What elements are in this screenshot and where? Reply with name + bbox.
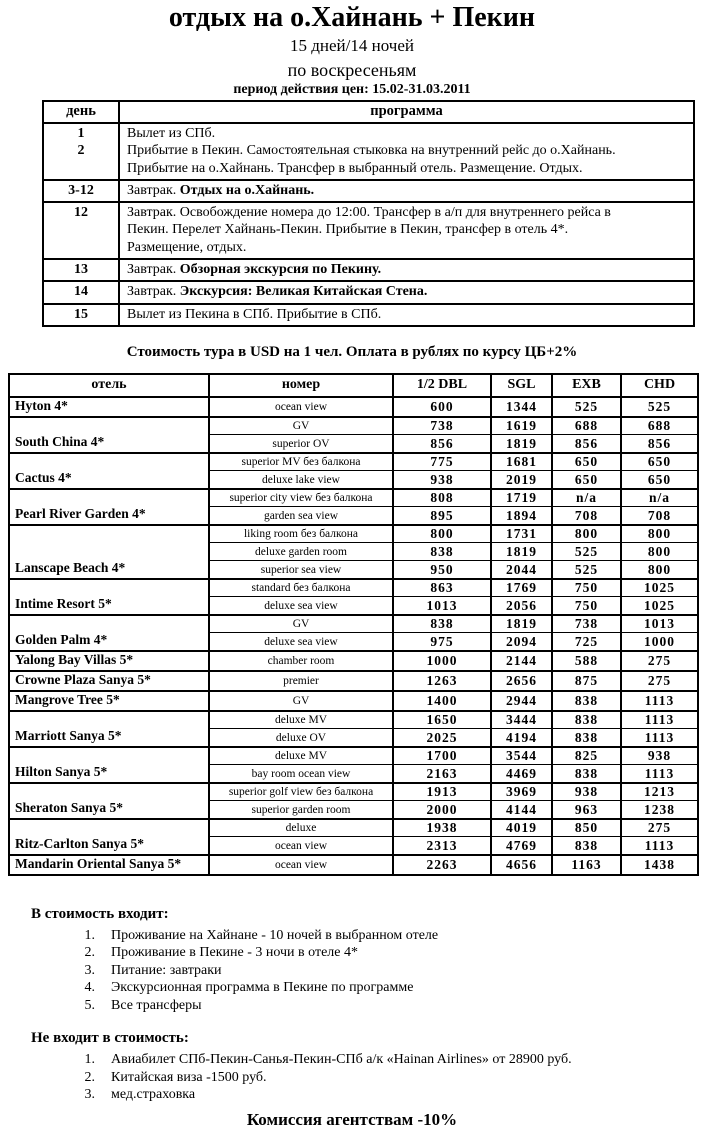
room-type-cell: superior OV (209, 435, 393, 453)
program-cell (119, 304, 694, 326)
price-sgl-cell: 2656 (491, 671, 552, 691)
price-sgl-cell: 4144 (491, 801, 552, 819)
program-highlight: Отдых на о.Хайнань. (179, 182, 315, 198)
price-exb-cell: 650 (552, 453, 621, 471)
price-chd-cell: 1113 (621, 729, 698, 747)
price-validity-period: период действия цен: 15.02-31.03.2011 (233, 82, 471, 97)
included-item-number: 5. (84, 997, 95, 1013)
excluded-item-text: Авиабилет СПб-Пекин-Санья-Пекин-СПб а/к «Hainan Airlines» от 28900 руб. (111, 1052, 572, 1068)
price-col-chd: CHD (621, 374, 698, 397)
price-sgl-cell: 4194 (491, 729, 552, 747)
price-exb-cell: 963 (552, 801, 621, 819)
hotel-name-cell: Hyton 4* (9, 397, 209, 417)
included-item (31, 927, 704, 945)
program-line (127, 239, 689, 256)
price-half-dbl-cell: 2313 (393, 837, 491, 855)
price-half-dbl-cell: 1013 (393, 597, 491, 615)
price-chd-cell: 525 (621, 397, 698, 417)
day-cell (43, 202, 119, 259)
price-half-dbl-cell: 863 (393, 579, 491, 597)
price-exb-cell: 525 (552, 543, 621, 561)
program-row (43, 259, 694, 281)
price-row (9, 489, 698, 507)
price-chd-cell: 708 (621, 507, 698, 525)
room-type-cell: standard без балкона (209, 579, 393, 597)
price-chd-cell: 1213 (621, 783, 698, 801)
program-line (127, 125, 689, 142)
price-row (9, 691, 698, 711)
excluded-title: Не входит в стоимость: (31, 1030, 189, 1047)
program-cell (119, 180, 694, 202)
hotel-name-cell: Pearl River Garden 4* (9, 489, 209, 525)
room-type-cell: GV (209, 691, 393, 711)
program-highlight: Экскурсия: Великая Китайская Стена. (179, 284, 428, 300)
price-col-hotel: отель (9, 374, 209, 397)
price-chd-cell: 1000 (621, 633, 698, 651)
excluded-section (31, 1029, 704, 1104)
price-chd-cell: 275 (621, 671, 698, 691)
price-row (9, 525, 698, 543)
program-text: Завтрак. Освобождение номера до 12:00. Трансфер в а/п для внутреннего рейса в (127, 205, 611, 221)
excluded-item-number: 3. (84, 1087, 95, 1103)
excluded-item (31, 1069, 704, 1087)
price-half-dbl-cell: 950 (393, 561, 491, 579)
hotel-name-cell: Sheraton Sanya 5* (9, 783, 209, 819)
room-type-cell: ocean view (209, 837, 393, 855)
program-text: Пекин. Перелет Хайнань-Пекин. Прибытие в Пекин, трансфер в отель 4*. (127, 222, 569, 238)
room-type-cell: deluxe lake view (209, 471, 393, 489)
price-col-exb: EXB (552, 374, 621, 397)
included-item (31, 944, 704, 962)
price-chd-cell: 1438 (621, 855, 698, 875)
price-half-dbl-cell: 2000 (393, 801, 491, 819)
room-type-cell: deluxe sea view (209, 633, 393, 651)
price-half-dbl-cell: 800 (393, 525, 491, 543)
hotel-name-cell: Marriott Sanya 5* (9, 711, 209, 747)
program-col-program: программа (119, 101, 694, 123)
day-cell (43, 123, 119, 180)
price-chd-cell: 1113 (621, 837, 698, 855)
room-type-cell: GV (209, 615, 393, 633)
price-chd-cell: 688 (621, 417, 698, 435)
price-exb-cell: 1163 (552, 855, 621, 875)
price-exb-cell: 875 (552, 671, 621, 691)
price-half-dbl-cell: 1700 (393, 747, 491, 765)
hotel-name-cell: Cactus 4* (9, 453, 209, 489)
program-row (43, 304, 694, 326)
excluded-list (31, 1051, 704, 1104)
price-exb-cell: 750 (552, 597, 621, 615)
day-number: 2 (77, 143, 85, 159)
price-chd-cell: 1113 (621, 711, 698, 729)
program-row (43, 202, 694, 259)
price-sgl-cell: 4656 (491, 855, 552, 875)
program-row (43, 180, 694, 202)
price-sgl-cell: 2019 (491, 471, 552, 489)
price-sgl-cell: 4469 (491, 765, 552, 783)
program-line (127, 221, 689, 238)
excluded-item (31, 1086, 704, 1104)
room-type-cell: bay room ocean view (209, 765, 393, 783)
included-item-text: Питание: завтраки (111, 962, 222, 978)
price-half-dbl-cell: 1938 (393, 819, 491, 837)
price-chd-cell: 800 (621, 543, 698, 561)
included-title: В стоимость входит: (31, 905, 169, 922)
price-chd-cell: 1113 (621, 691, 698, 711)
included-item-text: Проживание на Хайнане - 10 ночей в выбранном отеле (111, 927, 439, 943)
room-type-cell: deluxe MV (209, 711, 393, 729)
hotel-name-cell: Intime Resort 5* (9, 579, 209, 615)
room-type-cell: deluxe garden room (209, 543, 393, 561)
price-row (9, 417, 698, 435)
program-row (43, 281, 694, 303)
price-half-dbl-cell: 2263 (393, 855, 491, 875)
day-number: 15 (74, 306, 88, 322)
day-number: 12 (74, 205, 88, 221)
room-type-cell: premier (209, 671, 393, 691)
hotel-name-cell: Crowne Plaza Sanya 5* (9, 671, 209, 691)
room-type-cell: superior golf view без балкона (209, 783, 393, 801)
price-exb-cell: 856 (552, 435, 621, 453)
day-number: 13 (74, 262, 88, 278)
included-item-number: 2. (84, 945, 95, 961)
price-col-room: номер (209, 374, 393, 397)
price-exb-cell: 525 (552, 397, 621, 417)
hotel-name-cell: Lanscape Beach 4* (9, 525, 209, 579)
price-exb-cell: 825 (552, 747, 621, 765)
hotel-name-cell: Hilton Sanya 5* (9, 747, 209, 783)
price-half-dbl-cell: 1263 (393, 671, 491, 691)
price-exb-cell: 525 (552, 561, 621, 579)
price-row (9, 783, 698, 801)
program-text: Завтрак. (127, 262, 180, 278)
room-type-cell: deluxe (209, 819, 393, 837)
price-sgl-cell: 1819 (491, 543, 552, 561)
page-title: отдых на о.Хайнань + Пекин (168, 2, 536, 33)
price-chd-cell: 800 (621, 561, 698, 579)
program-text: Размещение, отдых. (127, 239, 247, 255)
included-item-number: 4. (84, 980, 95, 996)
day-number: 3-12 (68, 182, 94, 198)
price-exb-cell: 800 (552, 525, 621, 543)
price-half-dbl-cell: 938 (393, 471, 491, 489)
program-text: Завтрак. (127, 182, 180, 198)
program-cell (119, 123, 694, 180)
excluded-item-text: Китайская виза -1500 руб. (111, 1069, 267, 1085)
day-cell (43, 259, 119, 281)
price-half-dbl-cell: 895 (393, 507, 491, 525)
room-type-cell: GV (209, 417, 393, 435)
price-header-row (9, 374, 698, 397)
price-chd-cell: 275 (621, 651, 698, 671)
program-cell (119, 202, 694, 259)
price-exb-cell: 838 (552, 837, 621, 855)
price-exb-cell: 708 (552, 507, 621, 525)
price-row (9, 651, 698, 671)
room-type-cell: superior sea view (209, 561, 393, 579)
included-item-number: 1. (84, 927, 95, 943)
price-row (9, 819, 698, 837)
excluded-item-number: 1. (84, 1052, 95, 1068)
price-row (9, 711, 698, 729)
price-exb-cell: 750 (552, 579, 621, 597)
price-chd-cell: 650 (621, 453, 698, 471)
program-text: Прибытие в Пекин. Самостоятельная стыковка на внутренний рейс до о.Хайнань. (127, 143, 616, 159)
price-chd-cell: 938 (621, 747, 698, 765)
price-sgl-cell: 1719 (491, 489, 552, 507)
room-type-cell: garden sea view (209, 507, 393, 525)
excluded-item-number: 2. (84, 1069, 95, 1085)
price-half-dbl-cell: 808 (393, 489, 491, 507)
program-cell (119, 281, 694, 303)
program-header-row (43, 101, 694, 123)
price-sgl-cell: 1769 (491, 579, 552, 597)
day-cell (43, 304, 119, 326)
price-exb-cell: 725 (552, 633, 621, 651)
price-col-sgl: SGL (491, 374, 552, 397)
room-type-cell: chamber room (209, 651, 393, 671)
excluded-item-text: мед.страховка (111, 1087, 196, 1103)
included-section (31, 905, 704, 1015)
room-type-cell: deluxe OV (209, 729, 393, 747)
price-chd-cell: 275 (621, 819, 698, 837)
price-half-dbl-cell: 1400 (393, 691, 491, 711)
price-exb-cell: 838 (552, 691, 621, 711)
price-exb-cell: 938 (552, 783, 621, 801)
price-half-dbl-cell: 2163 (393, 765, 491, 783)
excluded-item (31, 1051, 704, 1069)
price-half-dbl-cell: 975 (393, 633, 491, 651)
price-sgl-cell: 1681 (491, 453, 552, 471)
program-line (127, 261, 689, 278)
price-exb-cell: 738 (552, 615, 621, 633)
price-sgl-cell: 1819 (491, 435, 552, 453)
tour-duration: 15 дней/14 ночей (290, 36, 414, 55)
included-item-text: Все трансферы (111, 997, 202, 1013)
price-row (9, 453, 698, 471)
included-item (31, 962, 704, 980)
price-chd-cell: n/a (621, 489, 698, 507)
price-sgl-cell: 4019 (491, 819, 552, 837)
hotel-name-cell: South China 4* (9, 417, 209, 453)
program-line (127, 204, 689, 221)
day-number: 1 (77, 126, 85, 141)
price-exb-cell: 838 (552, 729, 621, 747)
price-sgl-cell: 2044 (491, 561, 552, 579)
price-half-dbl-cell: 738 (393, 417, 491, 435)
price-chd-cell: 650 (621, 471, 698, 489)
included-item-text: Экскурсионная программа в Пекине по программе (111, 980, 414, 996)
program-row (43, 123, 694, 180)
price-sgl-cell: 2944 (491, 691, 552, 711)
room-type-cell: superior garden room (209, 801, 393, 819)
price-table-heading: Стоимость тура в USD на 1 чел. Оплата в рублях по курсу ЦБ+2% (126, 343, 578, 360)
price-exb-cell: n/a (552, 489, 621, 507)
program-text: Прибытие на о.Хайнань. Трансфер в выбранный отель. Размещение. Отдых. (127, 160, 583, 176)
hotel-name-cell: Yalong Bay Villas 5* (9, 651, 209, 671)
day-cell (43, 281, 119, 303)
price-chd-cell: 856 (621, 435, 698, 453)
program-col-day: день (43, 101, 119, 123)
program-line (127, 142, 689, 159)
price-row (9, 579, 698, 597)
price-row (9, 747, 698, 765)
day-cell (43, 180, 119, 202)
program-text: Вылет из СПб. (127, 126, 216, 141)
price-exb-cell: 650 (552, 471, 621, 489)
price-half-dbl-cell: 1650 (393, 711, 491, 729)
price-chd-cell: 1013 (621, 615, 698, 633)
price-sgl-cell: 2056 (491, 597, 552, 615)
price-sgl-cell: 3969 (491, 783, 552, 801)
hotel-name-cell: Golden Palm 4* (9, 615, 209, 651)
departure-schedule: по воскресеньям (287, 60, 417, 80)
agency-commission-note: Комиссия агентствам -10% (246, 1109, 458, 1129)
price-chd-cell: 800 (621, 525, 698, 543)
price-sgl-cell: 3544 (491, 747, 552, 765)
room-type-cell: liking room без балкона (209, 525, 393, 543)
hotel-name-cell: Mangrove Tree 5* (9, 691, 209, 711)
price-half-dbl-cell: 600 (393, 397, 491, 417)
program-line (127, 182, 689, 199)
price-exb-cell: 838 (552, 711, 621, 729)
price-half-dbl-cell: 838 (393, 543, 491, 561)
price-sgl-cell: 1731 (491, 525, 552, 543)
price-chd-cell: 1025 (621, 579, 698, 597)
price-exb-cell: 850 (552, 819, 621, 837)
program-cell (119, 259, 694, 281)
price-sgl-cell: 4769 (491, 837, 552, 855)
price-half-dbl-cell: 2025 (393, 729, 491, 747)
price-sgl-cell: 1894 (491, 507, 552, 525)
program-table (42, 100, 695, 327)
price-chd-cell: 1238 (621, 801, 698, 819)
room-type-cell: deluxe sea view (209, 597, 393, 615)
price-sgl-cell: 1619 (491, 417, 552, 435)
price-exb-cell: 838 (552, 765, 621, 783)
hotel-name-cell: Mandarin Oriental Sanya 5* (9, 855, 209, 875)
day-number: 14 (74, 284, 88, 300)
program-text: Завтрак. (127, 284, 180, 300)
room-type-cell: ocean view (209, 397, 393, 417)
price-chd-cell: 1025 (621, 597, 698, 615)
room-type-cell: deluxe MV (209, 747, 393, 765)
included-item-number: 3. (84, 962, 95, 978)
price-row (9, 855, 698, 875)
price-row (9, 671, 698, 691)
price-sgl-cell: 2144 (491, 651, 552, 671)
price-row (9, 397, 698, 417)
price-half-dbl-cell: 1913 (393, 783, 491, 801)
included-item (31, 997, 704, 1015)
program-line (127, 283, 689, 300)
room-type-cell: superior MV без балкона (209, 453, 393, 471)
price-col-half-dbl: 1/2 DBL (393, 374, 491, 397)
price-exb-cell: 688 (552, 417, 621, 435)
included-item-text: Проживание в Пекине - 3 ночи в отеле 4* (111, 945, 358, 961)
price-sgl-cell: 1819 (491, 615, 552, 633)
room-type-cell: ocean view (209, 855, 393, 875)
price-exb-cell: 588 (552, 651, 621, 671)
price-sgl-cell: 2094 (491, 633, 552, 651)
program-line (127, 306, 689, 323)
price-half-dbl-cell: 1000 (393, 651, 491, 671)
included-item (31, 979, 704, 997)
price-table (8, 373, 699, 876)
hotel-name-cell: Ritz-Carlton Sanya 5* (9, 819, 209, 855)
price-chd-cell: 1113 (621, 765, 698, 783)
price-sgl-cell: 3444 (491, 711, 552, 729)
program-line (127, 160, 689, 177)
included-list (31, 927, 704, 1015)
room-type-cell: superior city view без балкона (209, 489, 393, 507)
program-highlight: Обзорная экскурсия по Пекину. (179, 262, 382, 278)
price-half-dbl-cell: 856 (393, 435, 491, 453)
price-half-dbl-cell: 838 (393, 615, 491, 633)
price-sgl-cell: 1344 (491, 397, 552, 417)
program-text: Вылет из Пекина в СПб. Прибытие в СПб. (127, 306, 382, 322)
price-row (9, 615, 698, 633)
price-half-dbl-cell: 775 (393, 453, 491, 471)
